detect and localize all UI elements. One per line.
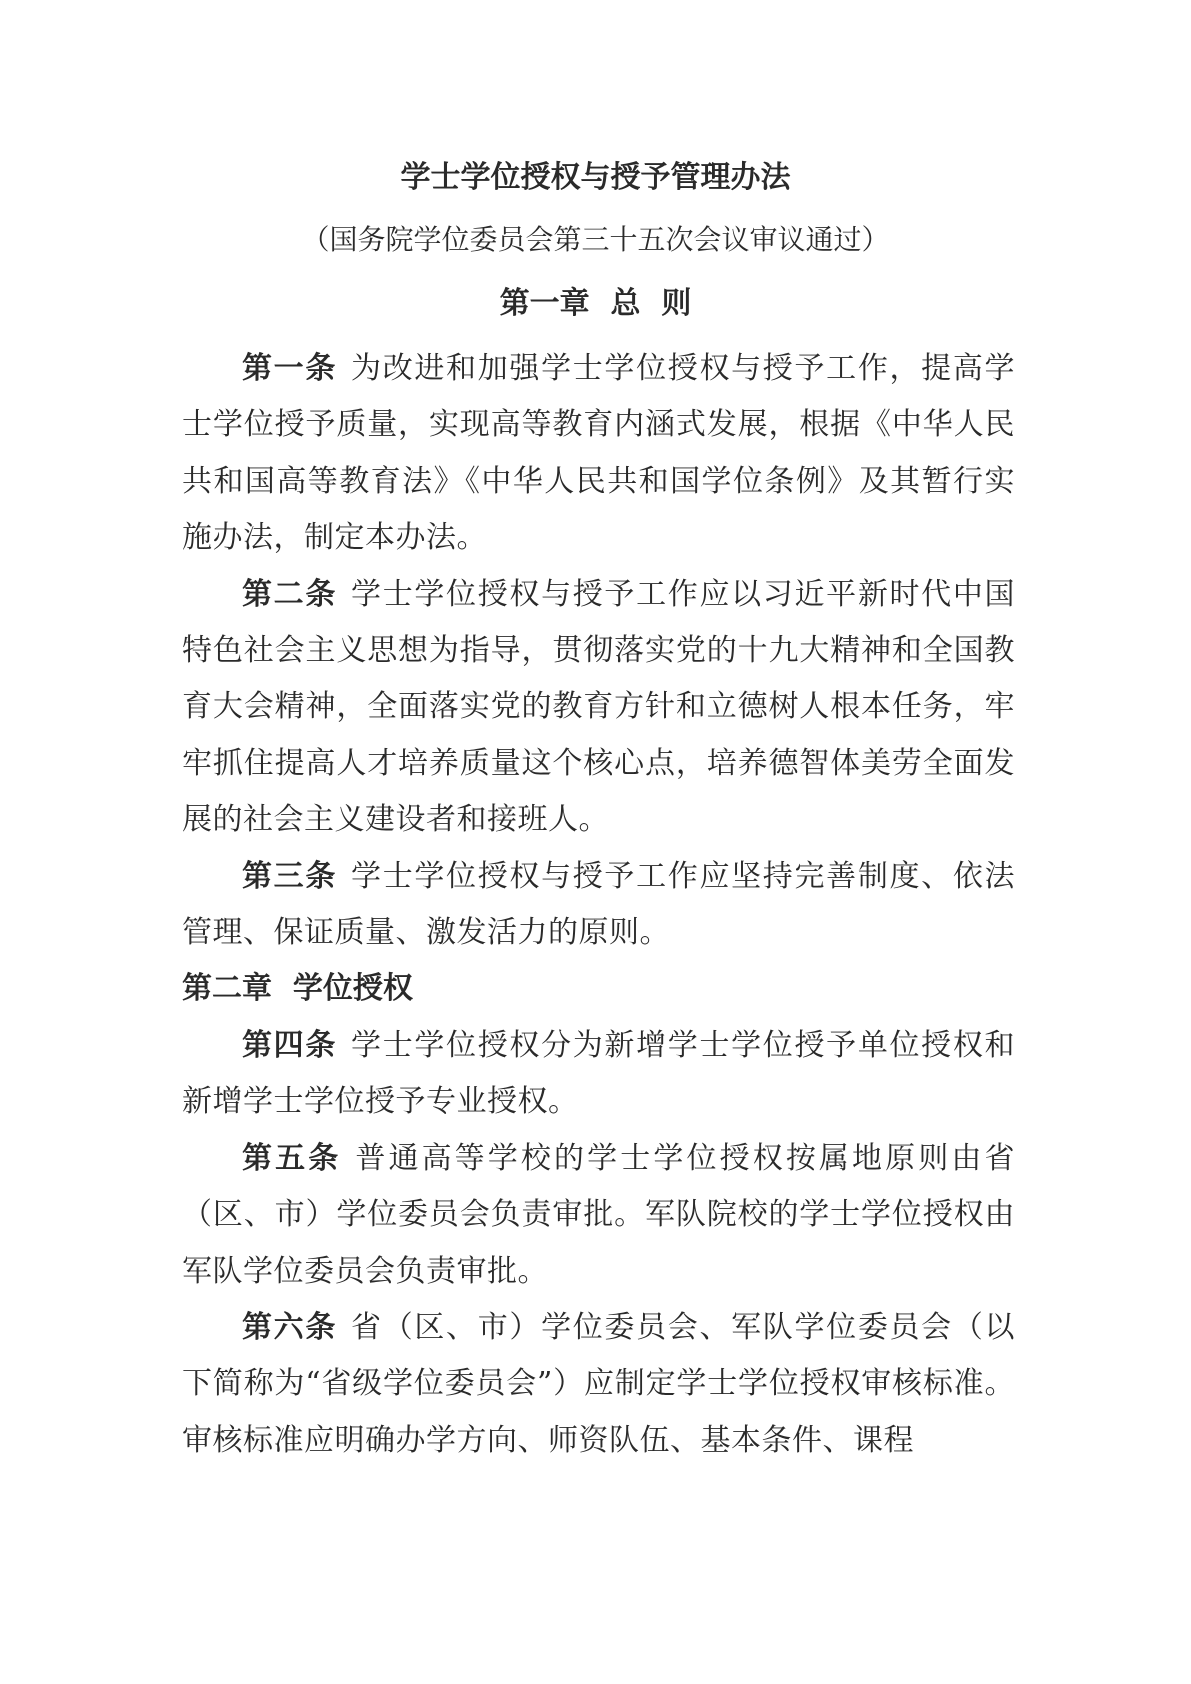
article-text: 学士学位授权分为新增学士学位授予单位授权和新增学士学位授予专业授权。 — [182, 1027, 1016, 1120]
article-2 — [182, 567, 1015, 849]
article-3 — [182, 849, 1015, 962]
article-text: 普通高等学校的学士学位授权按属地原则由省（区、市）学位委员会负责审批。军队院校的学士学位授权由军队学位委员会负责审批。 — [182, 1140, 1016, 1289]
article-text: 省（区、市）学位委员会、军队学位委员会（以下简称为“省级学位委员会”）应制定学士学位授权审核标准。审核标准应明确办学方向、师资队伍、基本条件、课程 — [182, 1309, 1016, 1458]
document-body — [182, 341, 1015, 1469]
article-label: 第五条 — [242, 1140, 342, 1176]
chapter-1-heading: 第一章 总 则 — [499, 286, 692, 321]
article-6 — [182, 1300, 1015, 1469]
article-label: 第一条 — [242, 351, 338, 386]
article-text: 学士学位授权与授予工作应坚持完善制度、依法管理、保证质量、激发活力的原则。 — [182, 858, 1016, 951]
article-5 — [182, 1131, 1015, 1300]
article-label: 第三条 — [242, 858, 338, 894]
article-4 — [182, 1018, 1015, 1131]
chapter-2-heading: 第二章 学位授权 — [182, 971, 413, 1007]
article-text: 学士学位授权与授予工作应以习近平新时代中国特色社会主义思想为指导，贯彻落实党的十九大精神和全国教育大会精神，全面落实党的教育方针和立德树人根本任务，牢牢抓住提高人才培养质量这个核心点，培养德智体美劳全面发展的社会主义建设者和接班人。 — [182, 576, 1016, 838]
article-label: 第二条 — [242, 576, 338, 612]
article-label: 第六条 — [242, 1309, 338, 1345]
article-text: 为改进和加强学士学位授权与授予工作，提高学士学位授予质量，实现高等教育内涵式发展，根据《中华人民共和国高等教育法》《中华人民共和国学位条例》及其暂行实施办法，制定本办法。 — [182, 351, 1016, 556]
article-1 — [182, 341, 1015, 567]
document-title: 学士学位授权与授予管理办法 — [400, 160, 791, 195]
article-label: 第四条 — [242, 1027, 338, 1063]
document-subtitle: （国务院学位委员会第三十五次会议审议通过） — [301, 223, 890, 256]
